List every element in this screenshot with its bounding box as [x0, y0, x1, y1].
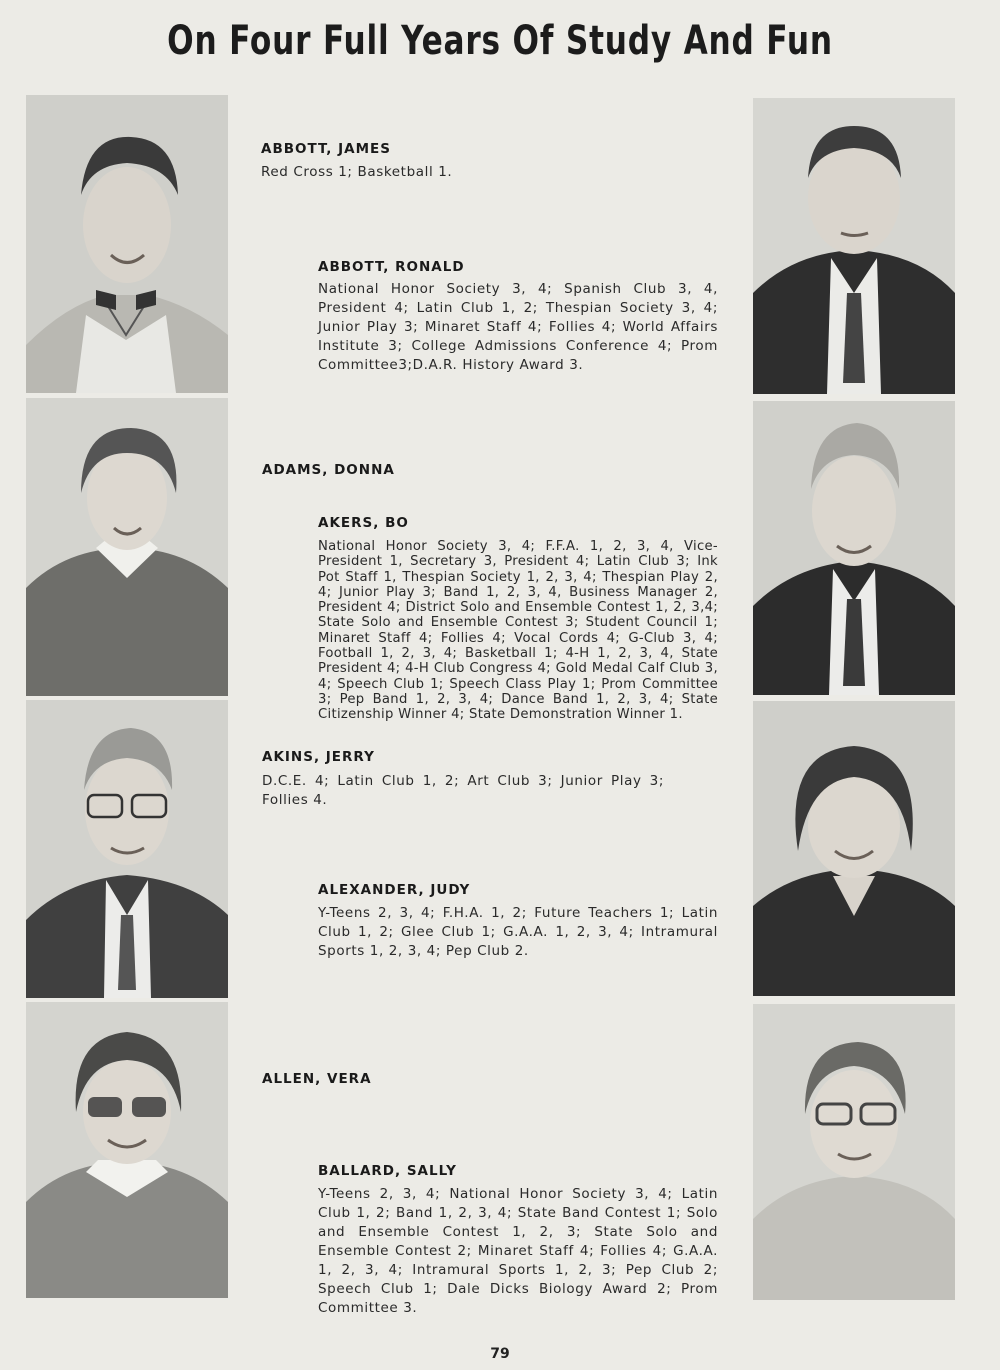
student-name-allen-vera: ALLEN, VERA	[262, 1071, 372, 1087]
page-title: On Four Full Years Of Study And Fun	[167, 18, 833, 64]
student-name-akins-jerry: AKINS, JERRY	[262, 749, 375, 765]
portrait-photo-allen-vera	[26, 1002, 228, 1298]
student-name-ballard-sally: BALLARD, SALLY	[318, 1163, 457, 1179]
student-name-abbott-ronald: ABBOTT, RONALD	[318, 259, 465, 275]
portrait-photo-alexander-judy	[753, 701, 955, 996]
student-activities-abbott-james: Red Cross 1; Basketball 1.	[261, 164, 453, 180]
student-activities-alexander-judy: Y-Teens 2, 3, 4; F.H.A. 1, 2; Future Teachers 1; Latin Club 1, 2; Glee Club 1; G.A.A. 1, 2, 3, 4; Intramural Sports 1, 2, 3, 4; Pep Club 2.	[318, 905, 718, 959]
student-activities-abbott-ronald: National Honor Society 3, 4; Spanish Club 3, 4, President 4; Latin Club 1, 2; Thespian Society 3, 4; Junior Play 3; Minaret Staff 4; Follies 4; World Affairs Institute 3; College Admissions Conference 4; Prom Committee3;D.A.R. History Award 3.	[318, 281, 718, 373]
student-name-abbott-james: ABBOTT, JAMES	[261, 141, 391, 157]
portrait-photo-adams-donna	[26, 398, 228, 696]
portrait-photo-ballard-sally	[753, 1004, 955, 1300]
student-name-adams-donna: ADAMS, DONNA	[262, 462, 395, 478]
portrait-photo-akers-bo	[753, 401, 955, 695]
student-name-alexander-judy: ALEXANDER, JUDY	[318, 882, 471, 898]
page-number: 79	[490, 1346, 510, 1362]
student-activities-akers-bo: National Honor Society 3, 4; F.F.A. 1, 2, 3, 4, Vice-President 1, Secretary 3, President 4; Latin Club 3; Ink Pot Staff 1, Thespian Society 1, 2, 3, 4; Thespian Play 2, 4; Junior Play 3; Band 1, 2, 3, 4, Business Manager 2, President 4; District Solo and Ensemble Contest 1, 2, 3,4; State Solo and Ensemble Contest 3; Student Council 1; Minaret Staff 4; Follies 4; Vocal Cords 4; G-Club 3, 4; Football 1, 2, 3, 4; Basketball 1; 4-H 1, 2, 3, 4, State President 4; 4-H Club Congress 4; Gold Medal Calf Club 3, 4; Speech Club 1; Speech Class Play 1; Prom Committee 3; Pep Band 1, 2, 3, 4; Dance Band 1, 2, 3, 4; State Citizenship Winner 4; State Demonstration Winner 1.	[318, 539, 718, 723]
student-activities-ballard-sally: Y-Teens 2, 3, 4; National Honor Society 3, 4; Latin Club 1, 2; Band 1, 2, 3, 4; State Band Contest 1; Solo and Ensemble Contest 1, 2, 3; State Solo and Ensemble Contest 2; Minaret Staff 4; Follies 4; G.A.A. 1, 2, 3, 4; Intramural Sports 1, 2, 3; Pep Club 2; Speech Club 1; Dale Dicks Biology Award 2; Prom Committee 3.	[318, 1186, 718, 1316]
portrait-photo-akins-jerry	[26, 700, 228, 998]
portrait-photo-abbott-james	[26, 95, 228, 393]
student-name-akers-bo: AKERS, BO	[318, 515, 409, 531]
student-activities-akins-jerry: D.C.E. 4; Latin Club 1, 2; Art Club 3; Junior Play 3; Follies 4.	[262, 773, 664, 808]
portrait-photo-abbott-ronald	[753, 98, 955, 394]
